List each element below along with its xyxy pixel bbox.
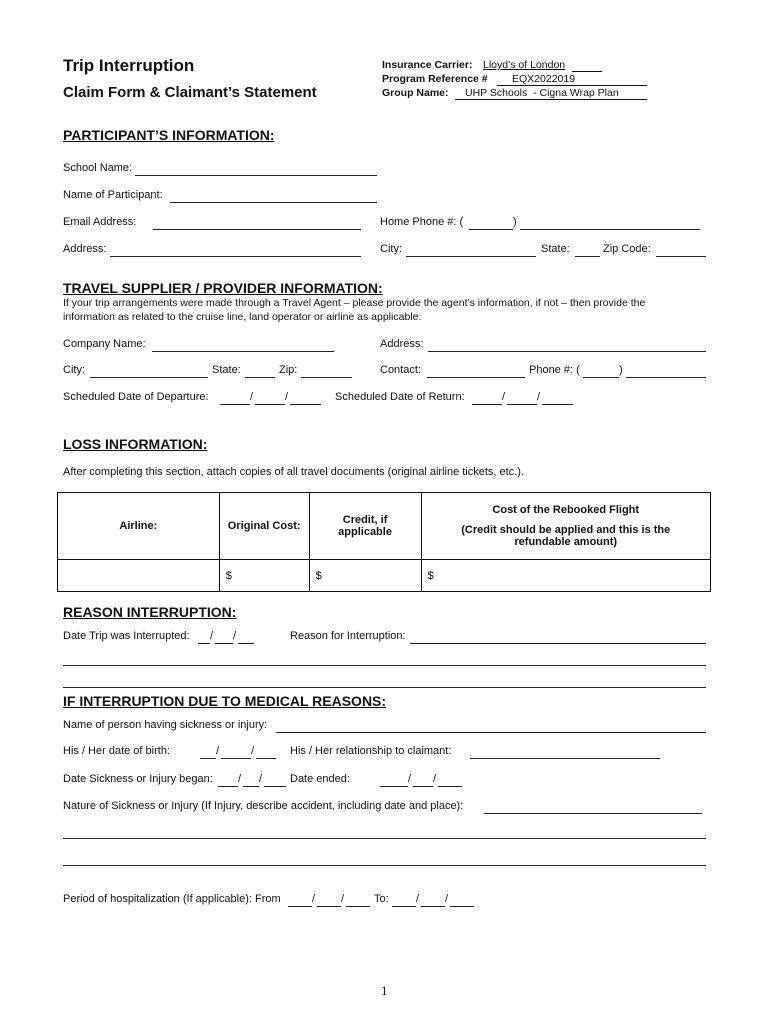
departure-year-field[interactable] [290,404,321,405]
supplier-instructions-2: information as related to the cruise line, land operator or airline as applicable: [63,311,422,323]
city-label: City: [380,243,402,255]
credit-cell[interactable] [309,560,421,592]
dob-label: His / Her date of birth: [63,745,170,757]
supplier-state-label: State: [212,364,241,376]
home-phone-area-field[interactable] [469,229,513,230]
col-rebooked-label-3: refundable amount) [514,536,618,548]
return-day-field[interactable] [507,404,537,405]
supplier-heading: TRAVEL SUPPLIER / PROVIDER INFORMATION: [63,280,383,296]
col-credit-header [309,493,421,560]
departure-sep-2: / [285,391,289,403]
home-phone-close: ) [513,216,517,228]
supplier-city-label: City: [63,364,85,376]
school-name-label: School Name: [63,162,133,174]
carrier-value: Lloyd’s of London [483,59,566,71]
began-year-field[interactable] [264,786,286,787]
col-airline-header [58,493,220,560]
nature-field[interactable] [484,813,702,814]
address-field[interactable] [110,256,361,257]
relationship-label: His / Her relationship to claimant: [290,745,452,757]
state-field[interactable] [575,256,600,257]
reason-heading: REASON INTERRUPTION: [63,604,237,620]
interrupted-sep-2: / [233,630,237,642]
began-sep-1: / [238,773,242,785]
hospital-from-sep-1: / [312,893,316,905]
col-credit-label-2: applicable [338,526,392,538]
page-number: 1 [381,983,388,998]
email-field[interactable] [153,229,361,230]
col-rebooked-header [421,493,711,560]
program-value: EQX2022019 [512,73,576,85]
col-original-cost-label: Original Cost: [227,520,301,532]
dob-year-field[interactable] [256,758,276,759]
hospital-to-year-field[interactable] [450,906,474,907]
dob-month-field[interactable] [200,758,216,759]
table-row [58,560,711,592]
carrier-label: Insurance Carrier: [382,59,473,71]
hospital-to-month-field[interactable] [392,906,416,907]
person-label: Name of person having sickness or injury: [63,719,268,731]
interrupted-sep-1: / [210,630,214,642]
group-value: UHP Schools - Cigna Wrap Plan [465,87,619,99]
reason-line-3[interactable] [63,687,706,688]
group-line [455,99,647,100]
original-cost-currency: $ [225,569,232,582]
hospital-from-year-field[interactable] [346,906,370,907]
ended-label: Date ended: [290,773,350,785]
relationship-field[interactable] [470,758,660,759]
supplier-zip-field[interactable] [301,377,352,378]
medical-heading: IF INTERRUPTION DUE TO MEDICAL REASONS: [63,693,387,709]
supplier-phone-label: Phone #: ( [529,364,580,376]
hospital-from-sep-2: / [341,893,345,905]
departure-sep-1: / [250,391,254,403]
company-name-label: Company Name: [63,338,146,350]
airline-cell[interactable] [58,560,220,592]
ended-year-field[interactable] [438,786,462,787]
original-cost-cell[interactable] [219,560,309,592]
loss-table [57,492,711,592]
hospital-to-label: To: [374,893,389,905]
departure-day-field[interactable] [255,404,285,405]
hospital-to-day-field[interactable] [421,906,445,907]
began-day-field[interactable] [243,786,259,787]
address-label: Address: [63,243,107,255]
reason-line-2[interactable] [63,665,706,666]
supplier-state-field[interactable] [245,377,275,378]
participant-name-label: Name of Participant: [63,189,163,201]
company-name-field[interactable] [152,351,334,352]
began-month-field[interactable] [218,786,238,787]
ended-sep-1: / [408,773,412,785]
supplier-instructions-1: If your trip arrangements were made through a Travel Agent – please provide the agent’s information, if not – then provide the [63,297,646,309]
participant-heading: PARTICIPANT’S INFORMATION: [63,127,275,143]
dob-sep-1: / [216,745,220,757]
rebooked-currency: $ [427,569,434,582]
col-airline-label: Airline: [119,520,158,532]
col-credit-label-1: Credit, if [342,514,388,526]
supplier-phone-close: ) [619,364,623,376]
interrupted-month-field[interactable] [198,643,210,644]
return-year-field[interactable] [542,404,573,405]
home-phone-label: Home Phone #: ( [380,216,464,228]
ended-sep-2: / [433,773,437,785]
col-rebooked-label-1: Cost of the Rebooked Flight [492,504,640,516]
departure-label: Scheduled Date of Departure: [63,391,209,403]
return-sep-1: / [502,391,506,403]
ended-month-field[interactable] [380,786,408,787]
dob-day-field[interactable] [221,758,251,759]
supplier-phone-field[interactable] [626,377,706,378]
loss-table-header-row [58,493,711,560]
school-name-field[interactable] [135,175,377,176]
form-title: Trip Interruption [63,56,195,75]
return-month-field[interactable] [472,404,502,405]
loss-instructions: After completing this section, attach copies of all travel documents (original airline tickets, etc.). [63,466,524,478]
zip-code-label: Zip Code: [603,243,651,255]
form-subtitle: Claim Form & Claimant’s Statement [63,84,317,101]
began-label: Date Sickness or Injury began: [63,773,213,785]
nature-label: Nature of Sickness or Injury (If Injury, describe accident, including date and place): [63,800,464,812]
person-field[interactable] [276,732,706,733]
supplier-zip-label: Zip: [279,364,298,376]
hospital-to-sep-2: / [445,893,449,905]
group-label: Group Name: [382,87,449,99]
program-label: Program Reference # [382,73,488,85]
supplier-city-field[interactable] [90,377,208,378]
reason-label: Reason for Interruption: [290,630,406,642]
return-label: Scheduled Date of Return: [335,391,465,403]
city-field[interactable] [406,256,536,257]
participant-name-field[interactable] [170,202,377,203]
hospital-to-sep-1: / [416,893,420,905]
interrupted-day-field[interactable] [215,643,233,644]
dob-sep-2: / [251,745,255,757]
credit-currency: $ [315,569,322,582]
supplier-phone-area-field[interactable] [583,377,619,378]
col-rebooked-label-2: (Credit should be applied and this is the [461,524,671,536]
contact-field[interactable] [427,377,525,378]
nature-line-3[interactable] [63,865,706,866]
began-sep-2: / [259,773,263,785]
hospital-label: Period of hospitalization (If applicable): From [63,893,281,905]
supplier-address-field[interactable] [428,351,706,352]
col-original-cost-header [219,493,309,560]
loss-heading: LOSS INFORMATION: [63,436,208,452]
email-label: Email Address: [63,216,137,228]
supplier-address-label: Address: [380,338,424,350]
interrupted-date-label: Date Trip was Interrupted: [63,630,190,642]
interrupted-year-field[interactable] [238,643,254,644]
hospital-from-month-field[interactable] [288,906,312,907]
hospital-from-day-field[interactable] [317,906,341,907]
nature-line-2[interactable] [63,838,706,839]
carrier-line [572,71,602,72]
reason-field[interactable] [410,643,706,644]
ended-day-field[interactable] [413,786,433,787]
state-label: State: [541,243,570,255]
departure-month-field[interactable] [220,404,250,405]
rebooked-cost-cell[interactable] [421,560,711,592]
zip-code-field[interactable] [656,256,706,257]
return-sep-2: / [537,391,541,403]
program-line [497,85,647,86]
home-phone-field[interactable] [520,229,700,230]
contact-label: Contact: [380,364,421,376]
